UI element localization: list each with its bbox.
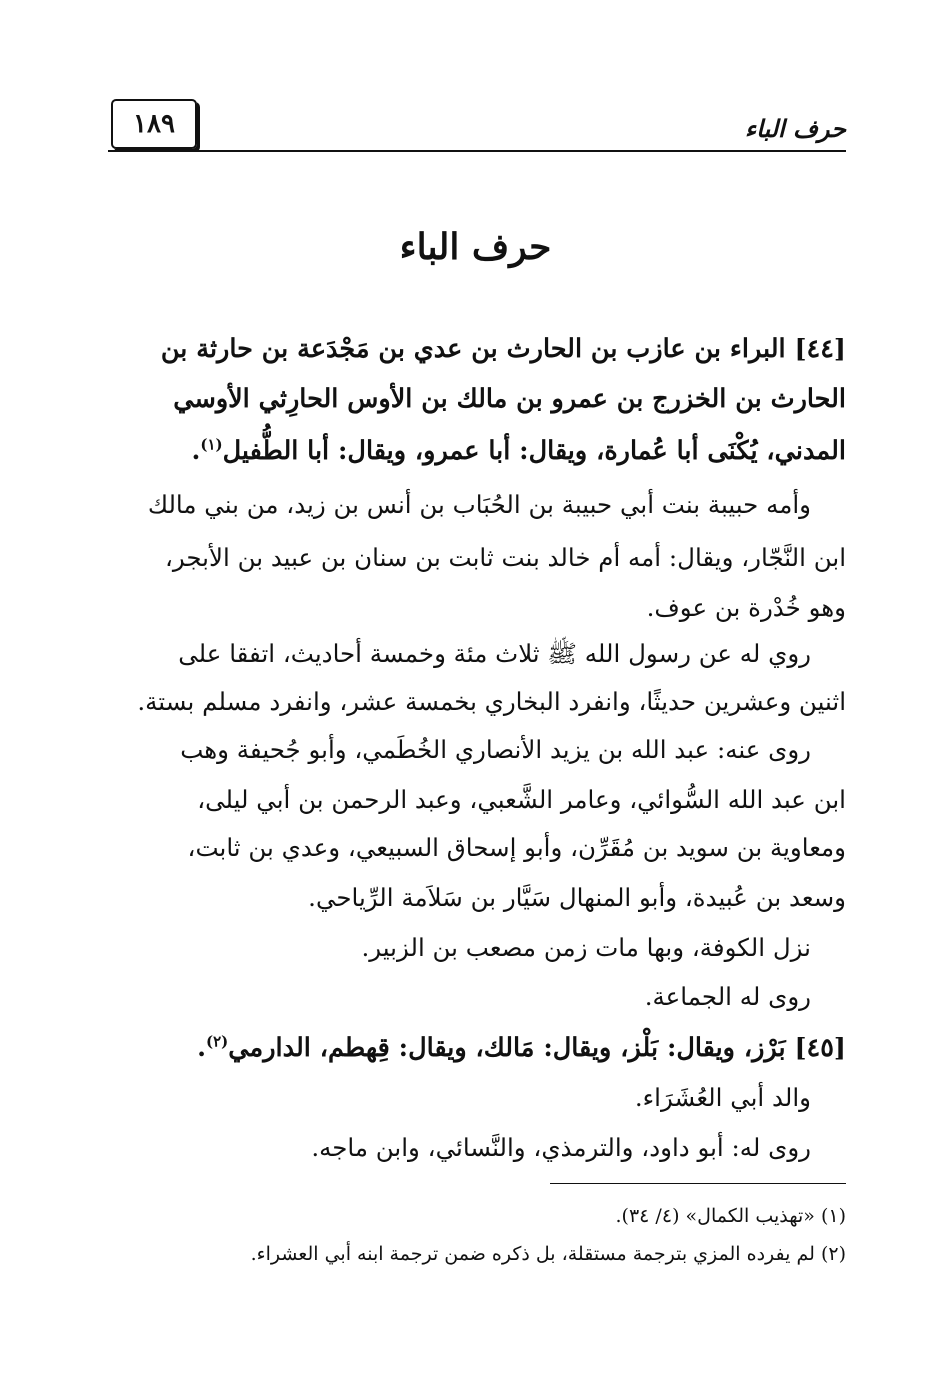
entry-44-body-line-2: ابن النَّجّار، ويقال: أمه أم خالد بنت ثابت بن سنان بن عبيد بن الأبجر، — [164, 543, 846, 572]
entry-44-body-line-9: وسعد بن عُبيدة، وأبو المنهال سَيَّار بن سَلاَمة الرِّياحي. — [308, 883, 846, 912]
entry-44-body-line-4: روي له عن رسول الله ﷺ ثلاث مئة وخمسة أحاديث، اتفقا على — [178, 639, 811, 668]
entry-44-heading-line-3 — [191, 436, 846, 467]
entry-44-body-line-8: ومعاوية بن سويد بن مُقَرِّن، وأبو إسحاق السبيعي، وعدي بن ثابت، — [187, 833, 846, 862]
entry-44-body-line-5: اثنين وعشرين حديثًا، وانفرد البخاري بخمسة عشر، وانفرد مسلم بستة. — [137, 687, 846, 716]
footnote-ref-1: (١) — [200, 435, 223, 454]
chapter-title: حرف الباء — [399, 226, 552, 268]
entry-45-heading-end: . — [197, 1033, 206, 1063]
entry-44-heading-line-2: الحارث بن الخزرج بن عمرو بن مالك بن الأوس الحارِثي الأوسي — [173, 384, 846, 414]
entry-44-body-line-11: روى له الجماعة. — [644, 982, 811, 1011]
footnote-ref-2: (٢) — [206, 1032, 229, 1051]
footnote-divider — [550, 1183, 846, 1184]
running-head: حرف الباء — [744, 114, 846, 143]
entry-45-body-line-1: والد أبي العُشَرَاء. — [634, 1083, 811, 1112]
entry-44-body-line-6: روى عنه: عبد الله بن يزيد الأنصاري الخُطَمي، وأبو جُحيفة وهب — [180, 735, 811, 764]
entry-44-heading-line-1: [٤٤] البراء بن عازب بن الحارث بن عدي بن مَجْدَعة بن حارثة بن — [160, 334, 846, 364]
entry-44-body-line-1: وأمه حبيبة بنت أبي حبيبة بن الحُبَاب بن أنس بن زيد، من بني مالك — [147, 490, 811, 519]
entry-45-heading-line-1 — [197, 1033, 846, 1064]
footnote-2: (٢) لم يفرده المزي بترجمة مستقلة، بل ذكره ضمن ترجمة ابنه أبي العشراء. — [250, 1243, 846, 1265]
header-divider — [108, 150, 846, 152]
entry-44-heading-end: . — [191, 436, 201, 466]
footnote-1: (١) «تهذيب الكمال» (٤/ ٣٤). — [615, 1205, 846, 1227]
entry-45-body-line-2: روى له: أبو داود، والترمذي، والنَّسائي، وابن ماجه. — [311, 1133, 811, 1162]
entry-44-heading-text: المدني، يُكْنَى أبا عُمارة، ويقال: أبا عمرو، ويقال: أبا الطُّفيل — [222, 436, 846, 466]
entry-44-body-line-10: نزل الكوفة، وبها مات زمن مصعب بن الزبير. — [361, 933, 811, 962]
entry-45-heading-text: [٤٥] بَرْز، ويقال: بَلْز، ويقال: مَالك، ويقال: قِهطم، الدارمي — [228, 1033, 846, 1063]
page-number: ١٨٩ — [111, 99, 197, 149]
entry-44-body-line-3: وهو خُدْرة بن عوف. — [646, 593, 846, 622]
entry-44-body-line-7: ابن عبد الله السُّوائي، وعامر الشَّعبي، وعبد الرحمن بن أبي ليلى، — [197, 785, 846, 814]
